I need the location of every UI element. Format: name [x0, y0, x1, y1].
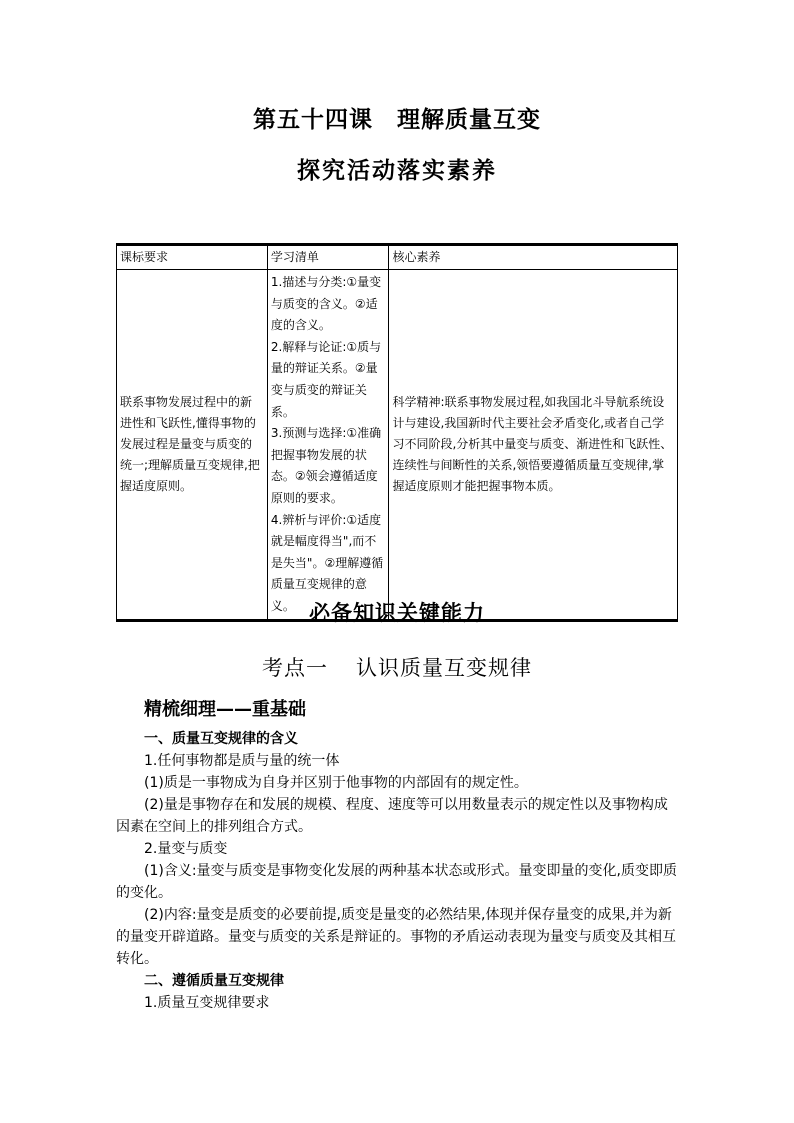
subheading-1-2: 2.量变与质变: [144, 841, 228, 857]
checklist-item-2: 2.解释与论证:①质与量的辩证关系。②量变与质变的辩证关系。: [270, 339, 382, 419]
lesson-title: 第五十四课 理解质量互变: [253, 107, 541, 133]
subheading-2-1: 1.质量互变规律要求: [144, 995, 270, 1011]
exam-point-label: 考点一: [262, 656, 328, 680]
paragraph-3: (1)含义:量变与质变是事物变化发展的两种基本状态或形式。量变即量的变化,质变即质的变化。: [116, 863, 677, 901]
subheading-1-1: 1.任何事物都是质与量的统一体: [144, 753, 340, 769]
cell-literacy: 科学精神:联系事物发展过程,如我国北斗导航系统设计与建设,我国新时代主要社会矛盾变化,或者自己学习不同阶段,分析其中量变与质变、渐进性和飞跃性、连续性与间断性的关系,领悟要遵循质量互变规律,掌握适度原则才能把握事物本质。: [389, 270, 678, 621]
heading-2: 二、遵循质量互变规律: [144, 973, 284, 989]
checklist-item-4: 4.辨析与评价:①适度就是幅度得当",而不是失当"。②理解遵循质量互变规律的意义。: [270, 512, 384, 613]
checklist-item-1: 1.描述与分类:①量变与质变的含义。②适度的含义。: [270, 275, 382, 333]
paragraph-1: (1)质是一事物成为自身并区别于他事物的内部固有的规定性。: [144, 775, 528, 791]
checklist-item-3: 3.预测与选择:①准确把握事物发展的状态。②领会遵循适度原则的要求。: [270, 426, 382, 505]
paragraph-4: (2)内容:量变是质变的必要前提,质变是量变的必然结果,体现并保存量变的成果,并为新的量变开辟道路。量变与质变的关系是辩证的。事物的矛盾运动表现为量变与质变及其相互转化。: [116, 907, 676, 967]
cell-standard: 联系事物发展过程中的新进性和飞跃性,懂得事物的发展过程是量变与质变的统一;理解质量互变规律,把握适度原则。: [117, 270, 268, 621]
content-body: [116, 728, 678, 1014]
lesson-subtitle: 探究活动落实素养: [297, 158, 497, 184]
heading-1: 一、质量互变规律的含义: [144, 731, 298, 747]
header-literacy: 核心素养: [389, 245, 678, 270]
table-row: [117, 270, 678, 621]
exam-point-heading: [0, 652, 794, 682]
section-title: 必备知识关键能力: [309, 601, 485, 625]
requirements-table: [116, 243, 678, 622]
refine-heading: 精梳细理——重基础: [144, 699, 306, 720]
cell-checklist: [267, 270, 389, 621]
table-header-row: [117, 245, 678, 270]
header-standard: 课标要求: [117, 245, 268, 270]
paragraph-2: (2)量是事物存在和发展的规模、程度、速度等可以用数量表示的规定性以及事物构成因素在空间上的排列组合方式。: [116, 797, 668, 835]
exam-point-title: 认识质量互变规律: [356, 656, 532, 680]
header-checklist: 学习清单: [267, 245, 389, 270]
